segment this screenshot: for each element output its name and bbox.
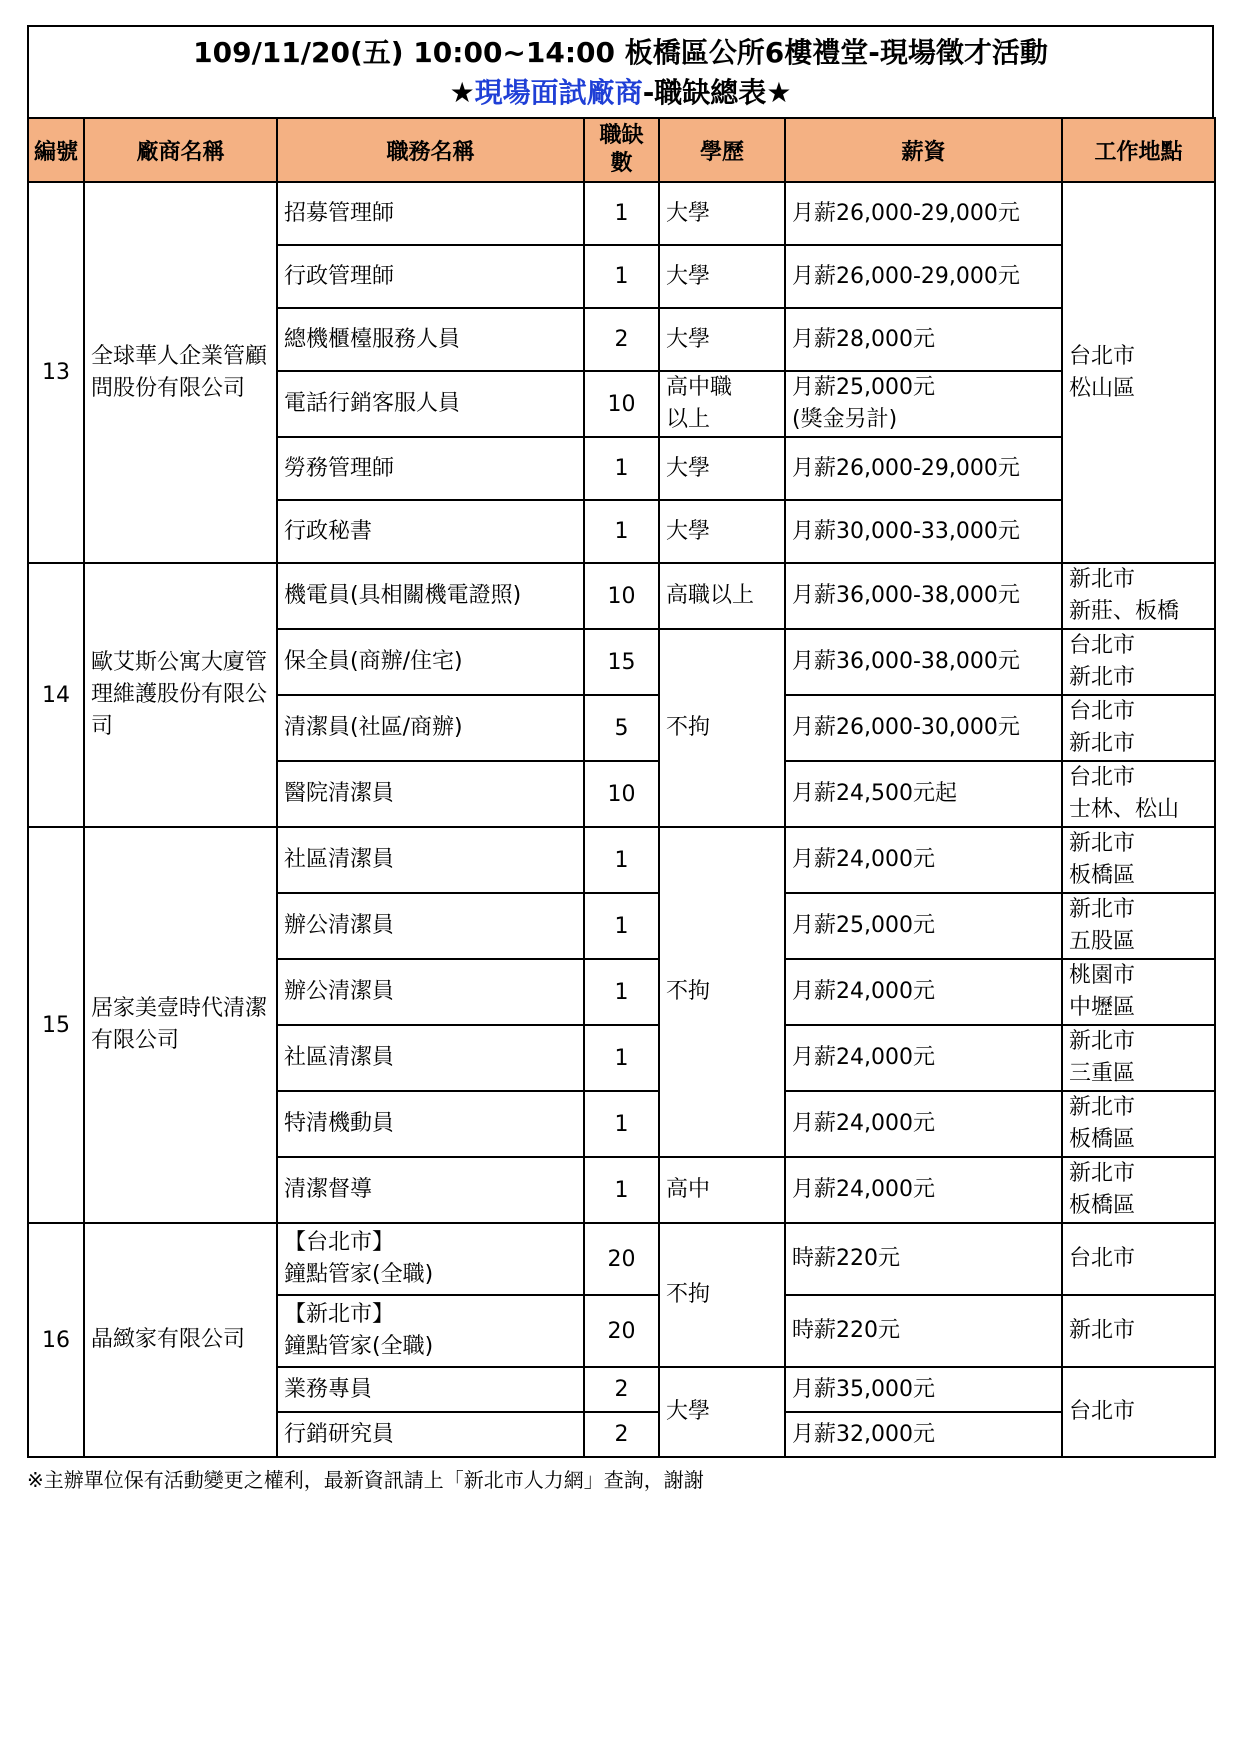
job-title: 社區清潔員 <box>277 1025 584 1091</box>
job-salary: 月薪24,000元 <box>785 827 1062 893</box>
job-count: 10 <box>584 371 659 437</box>
job-sheet <box>27 25 1214 1493</box>
job-education: 高中職 以上 <box>659 371 785 437</box>
job-title: 總機櫃檯服務人員 <box>277 308 584 371</box>
job-location: 台北市 <box>1062 1367 1215 1457</box>
job-education: 不拘 <box>659 629 785 827</box>
job-location: 台北市 新北市 <box>1062 629 1215 695</box>
job-location: 桃園市 中壢區 <box>1062 959 1215 1025</box>
company-name: 晶緻家有限公司 <box>84 1223 277 1457</box>
job-salary: 月薪26,000-29,000元 <box>785 437 1062 500</box>
job-count: 2 <box>584 308 659 371</box>
company-name: 歐艾斯公寓大廈管理維護股份有限公司 <box>84 563 277 827</box>
job-count: 1 <box>584 1025 659 1091</box>
job-count: 5 <box>584 695 659 761</box>
job-count: 1 <box>584 500 659 563</box>
job-title: 招募管理師 <box>277 182 584 245</box>
job-salary: 時薪220元 <box>785 1223 1062 1295</box>
job-location: 台北市 新北市 <box>1062 695 1215 761</box>
job-salary: 月薪32,000元 <box>785 1412 1062 1457</box>
subtitle-highlight: 現場面試廠商 <box>474 76 643 109</box>
job-education: 大學 <box>659 1367 785 1457</box>
job-count: 1 <box>584 437 659 500</box>
job-title: 辦公清潔員 <box>277 893 584 959</box>
job-title: 業務專員 <box>277 1367 584 1412</box>
vacancy-table <box>27 117 1216 1458</box>
subtitle-rest: -職缺總表 <box>642 76 767 109</box>
job-title: 機電員(具相關機電證照) <box>277 563 584 629</box>
job-education: 大學 <box>659 500 785 563</box>
company-id: 15 <box>28 827 84 1223</box>
job-salary: 月薪26,000-29,000元 <box>785 182 1062 245</box>
job-location: 新北市 板橋區 <box>1062 827 1215 893</box>
page-subtitle <box>29 73 1212 113</box>
job-salary: 月薪35,000元 <box>785 1367 1062 1412</box>
job-title: 【新北市】 鐘點管家(全職) <box>277 1295 584 1367</box>
job-location: 台北市 士林、松山 <box>1062 761 1215 827</box>
job-education: 大學 <box>659 437 785 500</box>
table-row <box>28 1223 1215 1295</box>
job-count: 2 <box>584 1412 659 1457</box>
job-title: 清潔員(社區/商辦) <box>277 695 584 761</box>
table-body <box>28 182 1215 1457</box>
job-count: 20 <box>584 1223 659 1295</box>
job-salary: 月薪26,000-29,000元 <box>785 245 1062 308</box>
company-id: 13 <box>28 182 84 563</box>
job-salary: 月薪24,000元 <box>785 1091 1062 1157</box>
star-icon: ★ <box>766 76 792 109</box>
job-title: 辦公清潔員 <box>277 959 584 1025</box>
header-job-title: 職務名稱 <box>277 118 584 182</box>
job-count: 1 <box>584 182 659 245</box>
job-count: 1 <box>584 1157 659 1223</box>
job-education: 大學 <box>659 182 785 245</box>
job-education: 高職以上 <box>659 563 785 629</box>
job-title: 特清機動員 <box>277 1091 584 1157</box>
job-location: 新北市 三重區 <box>1062 1025 1215 1091</box>
job-location: 新北市 新莊、板橋 <box>1062 563 1215 629</box>
job-salary: 月薪36,000-38,000元 <box>785 563 1062 629</box>
job-title: 社區清潔員 <box>277 827 584 893</box>
header-company: 廠商名稱 <box>84 118 277 182</box>
job-education: 大學 <box>659 245 785 308</box>
header-location: 工作地點 <box>1062 118 1215 182</box>
header-count: 職缺 數 <box>584 118 659 182</box>
job-title: 清潔督導 <box>277 1157 584 1223</box>
company-name: 全球華人企業管顧問股份有限公司 <box>84 182 277 563</box>
job-salary: 時薪220元 <box>785 1295 1062 1367</box>
job-count: 1 <box>584 827 659 893</box>
job-location: 新北市 五股區 <box>1062 893 1215 959</box>
job-location: 台北市 <box>1062 1223 1215 1295</box>
job-count: 1 <box>584 959 659 1025</box>
header-education: 學歷 <box>659 118 785 182</box>
page-title: 109/11/20(五) 10:00~14:00 板橋區公所6樓禮堂-現場徵才活動 <box>193 36 1048 69</box>
company-id: 14 <box>28 563 84 827</box>
job-location: 新北市 板橋區 <box>1062 1091 1215 1157</box>
job-count: 2 <box>584 1367 659 1412</box>
title-box <box>27 25 1214 117</box>
job-count: 1 <box>584 245 659 308</box>
job-count: 1 <box>584 893 659 959</box>
job-education: 不拘 <box>659 1223 785 1367</box>
job-salary: 月薪24,000元 <box>785 1157 1062 1223</box>
job-salary: 月薪24,000元 <box>785 1025 1062 1091</box>
job-salary: 月薪36,000-38,000元 <box>785 629 1062 695</box>
star-icon: ★ <box>449 76 475 109</box>
footnote: ※主辦單位保有活動變更之權利，最新資訊請上「新北市人力網」查詢，謝謝 <box>27 1468 704 1492</box>
job-count: 10 <box>584 563 659 629</box>
job-count: 20 <box>584 1295 659 1367</box>
job-title: 行政管理師 <box>277 245 584 308</box>
job-education: 不拘 <box>659 827 785 1157</box>
job-title: 醫院清潔員 <box>277 761 584 827</box>
job-title: 電話行銷客服人員 <box>277 371 584 437</box>
job-location: 新北市 <box>1062 1295 1215 1367</box>
job-salary: 月薪24,500元起 <box>785 761 1062 827</box>
job-salary: 月薪25,000元 <box>785 893 1062 959</box>
job-title: 行銷研究員 <box>277 1412 584 1457</box>
company-id: 16 <box>28 1223 84 1457</box>
job-title: 行政秘書 <box>277 500 584 563</box>
job-location: 新北市 板橋區 <box>1062 1157 1215 1223</box>
job-count: 1 <box>584 1091 659 1157</box>
job-salary: 月薪28,000元 <box>785 308 1062 371</box>
job-title: 保全員(商辦/住宅) <box>277 629 584 695</box>
job-location: 台北市 松山區 <box>1062 182 1215 563</box>
job-salary: 月薪25,000元 (獎金另計) <box>785 371 1062 437</box>
table-row <box>28 182 1215 245</box>
table-row <box>28 827 1215 893</box>
header-salary: 薪資 <box>785 118 1062 182</box>
table-row <box>28 563 1215 629</box>
job-title: 【台北市】 鐘點管家(全職) <box>277 1223 584 1295</box>
job-education: 高中 <box>659 1157 785 1223</box>
job-title: 勞務管理師 <box>277 437 584 500</box>
job-salary: 月薪30,000-33,000元 <box>785 500 1062 563</box>
job-education: 大學 <box>659 308 785 371</box>
job-salary: 月薪24,000元 <box>785 959 1062 1025</box>
header-id: 編號 <box>28 118 84 182</box>
job-count: 15 <box>584 629 659 695</box>
header-row <box>28 118 1215 182</box>
job-salary: 月薪26,000-30,000元 <box>785 695 1062 761</box>
company-name: 居家美壹時代清潔有限公司 <box>84 827 277 1223</box>
job-count: 10 <box>584 761 659 827</box>
